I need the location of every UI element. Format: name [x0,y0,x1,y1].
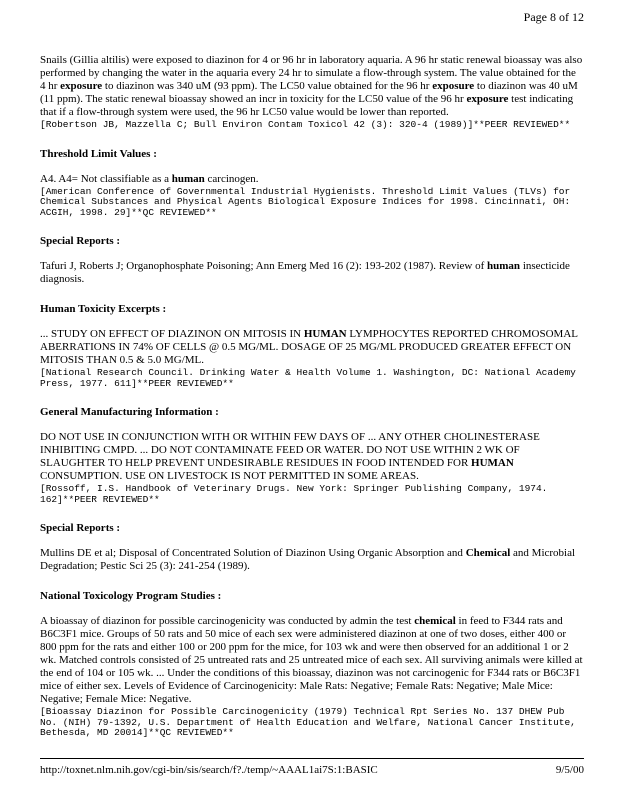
text-run: Tafuri J, Roberts J; Organophosphate Poisoning; Ann Emerg Med 16 (2): 193-202 (1987). Review of [40,260,488,272]
section-heading: National Toxicology Program Studies : [40,590,222,602]
document-content [40,54,584,739]
citation: [Bioassay Diazinon for Possible Carcinogenicity (1979) Technical Rpt Series No. 137 DHEW Pub No. (NIH) 79-1392, U.S. Department of Health Education and Welfare, National Cancer Institute, Bethesda, MD 20014]**QC REVIEWED** [40,706,576,738]
text-run: A4. A4= Not classifiable as a [40,172,172,185]
text-run: DO NOT USE IN CONJUNCTION WITH OR WITHIN FEW DAYS OF ... ANY OTHER CHOLINESTERASE INHIBITING CMPD. ... DO NOT CONTAMINATE FEED OR WATER. DO NOT USE WITHIN 2 WK OF SLAUGHTER TO HELP PREVENT UNDESIRABLE RESIDUES IN FOOD INTENDED FOR [40,431,540,469]
paragraph [40,260,584,286]
citation: [National Research Council. Drinking Water & Health Volume 1. Washington, DC: National Academy Press, 1977. 611]**PEER REVIEWED** [40,367,576,389]
highlighted-term: human [171,172,205,185]
text-run: to diazinon was 340 uM (93 ppm). The LC50 value obtained for the 96 hr [102,80,433,92]
text-run: in feed to F344 rats and B6C3F1 mice. Groups of 50 rats and 50 mice of each sex were administered diazinon at one of two doses, either 400 or 800 ppm for the rats and either 100 or 200 ppm for the mice, for 103 wk and were then observed for an additional 1 or 2 wk. Matched controls consisted of 25 untreated rats and 25 untreated mice of each sex. All surviving animals were killed at the end of 104 or 105 wk. ... Under the conditions of this bioassay, diazinon was not carcinogenic for F344 rats or B6C3F1 mice of either sex. Levels of Evidence of Carcinogenicity: Male Rats: Negative; Female Rats: Negative; Male Mice: Negative; Female Mice: Negative. [40,615,583,705]
section-heading: Special Reports : [40,235,121,247]
highlighted-term: HUMAN [303,328,347,340]
footer-url: http://toxnet.nlm.nih.gov/cgi-bin/sis/search/f?./temp/~AAAL1ai7S:1:BASIC [40,764,378,776]
highlighted-term: human [487,260,521,272]
paragraph [40,431,584,483]
highlighted-term: exposure [466,93,509,105]
citation: [Rossoff, I.S. Handbook of Veterinary Drugs. New York: Springer Publishing Company, 1974. 162]**PEER REVIEWED** [40,483,548,505]
citation: [American Conference of Governmental Industrial Hygienists. Threshold Limit Values (TLVs) for Chemical Substances and Physical Agents Biological Exposure Indices for 1998. Cincinnati, OH: ACGIH, 1998. 29]**QC REVIEWED** [40,185,571,218]
paragraph [40,328,584,367]
paragraph [40,173,584,186]
text-run: insecticide diagnosis. [40,260,570,285]
section-heading: Threshold Limit Values : [40,147,157,160]
text-run: and Microbial Degradation; Pestic Sci 25 (3): 241-254 (1989). [40,547,576,572]
text-run: A bioassay of diazinon for possible carcinogenicity was conducted by admin the test [40,615,415,627]
section-heading: General Manufacturing Information : [40,406,219,418]
highlighted-term: exposure [60,80,103,92]
page-footer [40,758,584,777]
text-run: LYMPHOCYTES REPORTED CHROMOSOMAL ABERRATIONS IN 74% OF CELLS @ 0.5 MG/ML. DOSAGE OF 25 MG/ML PRODUCED GREATER EFFECT ON MITOSIS THAN 0.5 & 5.0 MG/ML. [40,328,578,366]
citation: [Robertson JB, Mazzella C; Bull Environ Contam Toxicol 42 (3): 320-4 (1989)]**PEER REVIEWED** [40,119,571,130]
paragraph [40,615,584,706]
highlighted-term: exposure [432,80,475,92]
text-run: Snails (Gillia altilis) were exposed to diazinon for 4 or 96 hr in laboratory aquaria. A 96 hr static renewal bioassay was also performed by changing the water in the aquaria every 24 hr to simulate a flow-through system. The value obtained for the 4 hr [40,54,583,92]
page-number: Page 8 of 12 [523,10,584,24]
text-run: Mullins DE et al; Disposal of Concentrated Solution of Diazinon Using Organic Absorption and [40,547,466,559]
footer-date: 9/5/00 [555,764,584,776]
text-run: CONSUMPTION. USE ON LIVESTOCK IS NOT PERMITTED IN SOME AREAS. [40,470,419,482]
paragraph [40,547,584,573]
section-heading: Special Reports : [40,522,121,534]
highlighted-term: chemical [414,615,456,627]
text-run: test indicating that if a flow-through system were used, the 96 hr LC50 value would be lower than reported. [40,93,574,118]
paragraph [40,54,584,119]
highlighted-term: Chemical [465,547,511,559]
section-heading: Human Toxicity Excerpts : [40,303,167,315]
text-run: ... STUDY ON EFFECT OF DIAZINON ON MITOSIS IN [40,328,304,340]
text-run: carcinogen. [204,172,259,185]
highlighted-term: HUMAN [471,457,514,469]
text-run: to diazinon was 40 uM (11 ppm). The static renewal bioassay showed an incr in toxicity for the LC50 value of the 96 hr [40,80,578,105]
